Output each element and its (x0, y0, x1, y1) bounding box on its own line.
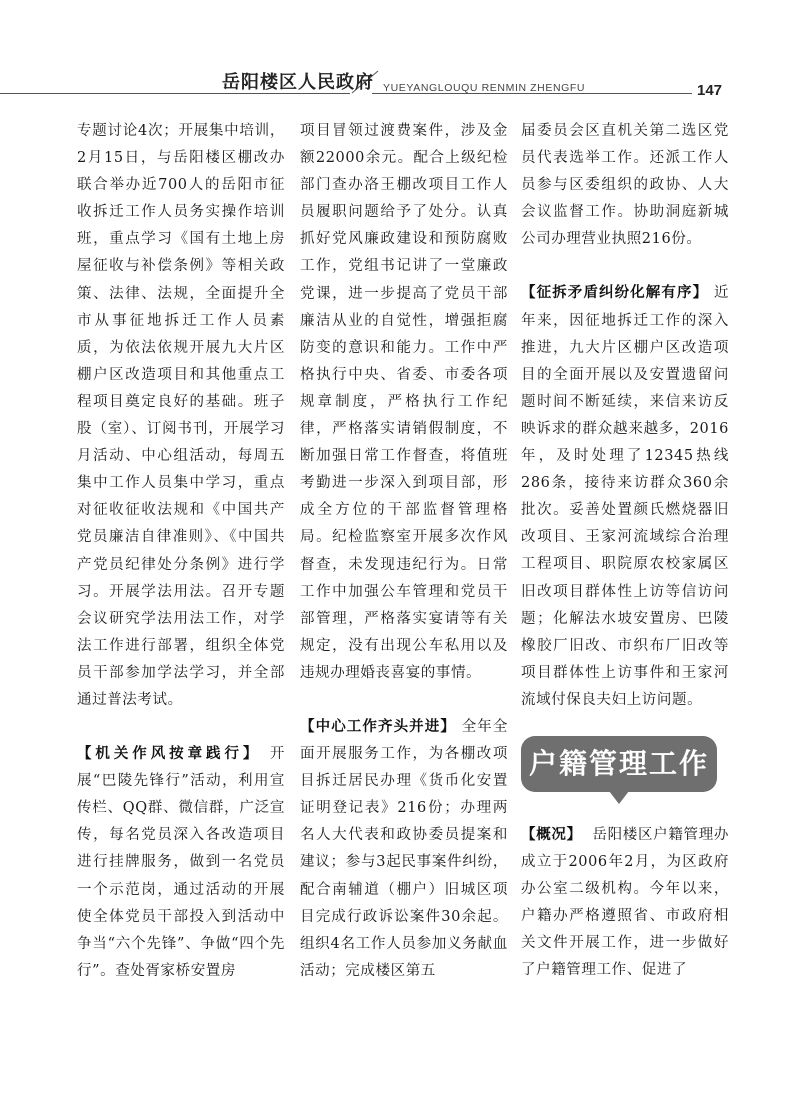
paragraph-text: 近年来，因征地拆迁工作的深入推进，九大片区棚户区改造项目的全面开展以及安置遗留问题时间不断延续，来信来访反映诉求的群众越来越多，2016年，及时处理了12345热线286条，接待来访群众360余批次。妥善处置颜氏燃烧器旧改项目、王家河流域综合治理工程项目、职院原农校家属区旧改项目群体性上访等信访问题；化解法水坡安置房、巴陵橡胶厂旧改、市织布厂旧改等项目群体性上访事件和王家河流域付保良夫妇上访问题。 (521, 285, 729, 708)
paragraph-text: 项目冒领过渡费案件，涉及金额22000余元。配合上级纪检部门查办洛王棚改项目工作人员履职问题给予了处分。认真抓好党风廉政建设和预防腐败工作，党组书记讲了一堂廉政党课，进一步提高了党员干部廉洁从业的自觉性，增强拒腐防变的意识和能力。工作中严格执行中央、省委、市委各项规章制度，严格执行工作纪律，严格落实请销假制度，不断加强日常工作督查，将值班考勤进一步深入到项目部，形成全方位的干部监督管理格局。纪检监察室开展多次作风督查，未发现违纪行为。日常工作中加强公车管理和党员干部管理，严格落实宴请等有关规定，没有出现公车私用以及违规办理婚丧喜宴的事情。 (300, 123, 508, 681)
paragraph-text: 开展“巴陵先锋行”活动，利用宣传栏、QQ群、微信群，广泛宣传，每名党员深入各改造项目进行挂牌服务，做到一名党员一个示范岗，通过活动的开展使全体党员干部投入到活动中争当“六个先锋”、争做“四个先行”。查处胥家桥安置房 (77, 746, 285, 979)
paragraph (521, 118, 729, 253)
paragraph (521, 822, 729, 985)
paragraph (521, 280, 729, 714)
paragraph-text: 全年全面开展服务工作，为各棚改项目拆迁居民办理《货币化安置证明登记表》216份；办理两名人大代表和政协委员提案和建议；参与3起民事案件纠纷，配合南辅道（棚户）旧城区项目完成行政诉讼案件30余起。组织4名工作人员参加义务献血活动；完成楼区第五 (300, 718, 508, 979)
section-title: 户籍管理工作 (528, 746, 709, 780)
paragraph-lead: 【征拆矛盾纠纷化解有序】 (521, 285, 709, 302)
column-3 (521, 118, 729, 985)
banner-pointer (609, 791, 629, 804)
paragraph-text: 专题讨论4次；开展集中培训，2月15日，与岳阳楼区棚改办联合举办近700人的岳阳市征收拆迁工作人员务实操作培训班，重点学习《国有土地上房屋征收与补偿条例》等相关政策、法律、法规，全面提升全市从事征地拆迁工作人员素质，为依法依规开展九大片区棚户区改造项目和其他重点工程项目奠定良好的基础。班子股（室）、订阅书刊，开展学习月活动、中心组活动，每周五集中工作人员集中学习，重点对征收征收法规和《中国共产党员廉洁自律准则》、《中国共产党员纪律处分条例》进行学习。开展学法用法。召开专题会议研究学法用法工作，对学法工作进行部署，组织全体党员干部参加学法学习，并全部通过普法考试。 (77, 123, 285, 708)
paragraph (300, 714, 508, 985)
paragraph-lead: 【机关作风按章践行】 (77, 746, 262, 763)
page-number: 147 (697, 82, 723, 99)
header-org-name: 岳阳楼区人民政府 (222, 72, 374, 93)
section-title-banner (521, 736, 717, 792)
paragraph (77, 741, 285, 985)
paragraph (77, 118, 285, 714)
paragraph-text: 岳阳楼区户籍管理办成立于2006年2月，为区政府办公室二级机构。今年以来，户籍办严格遵照省、市政府相关文件开展工作，进一步做好了户籍管理工作、促进了 (521, 826, 729, 979)
column-2 (300, 118, 508, 985)
paragraph (300, 118, 508, 687)
paragraph-text: 届委员会区直机关第二选区党员代表选举工作。还派工作人员参与区委组织的政协、人大会议监督工作。协助洞庭新城公司办理营业执照216份。 (521, 123, 729, 248)
page-header (0, 0, 805, 110)
paragraph-lead: 【中心工作齐头并进】 (300, 718, 456, 735)
header-pinyin: YUEYANGLOUQU RENMIN ZHENGFU (383, 82, 586, 94)
paragraph-lead: 【概况】 (521, 826, 582, 843)
column-1 (77, 118, 285, 985)
